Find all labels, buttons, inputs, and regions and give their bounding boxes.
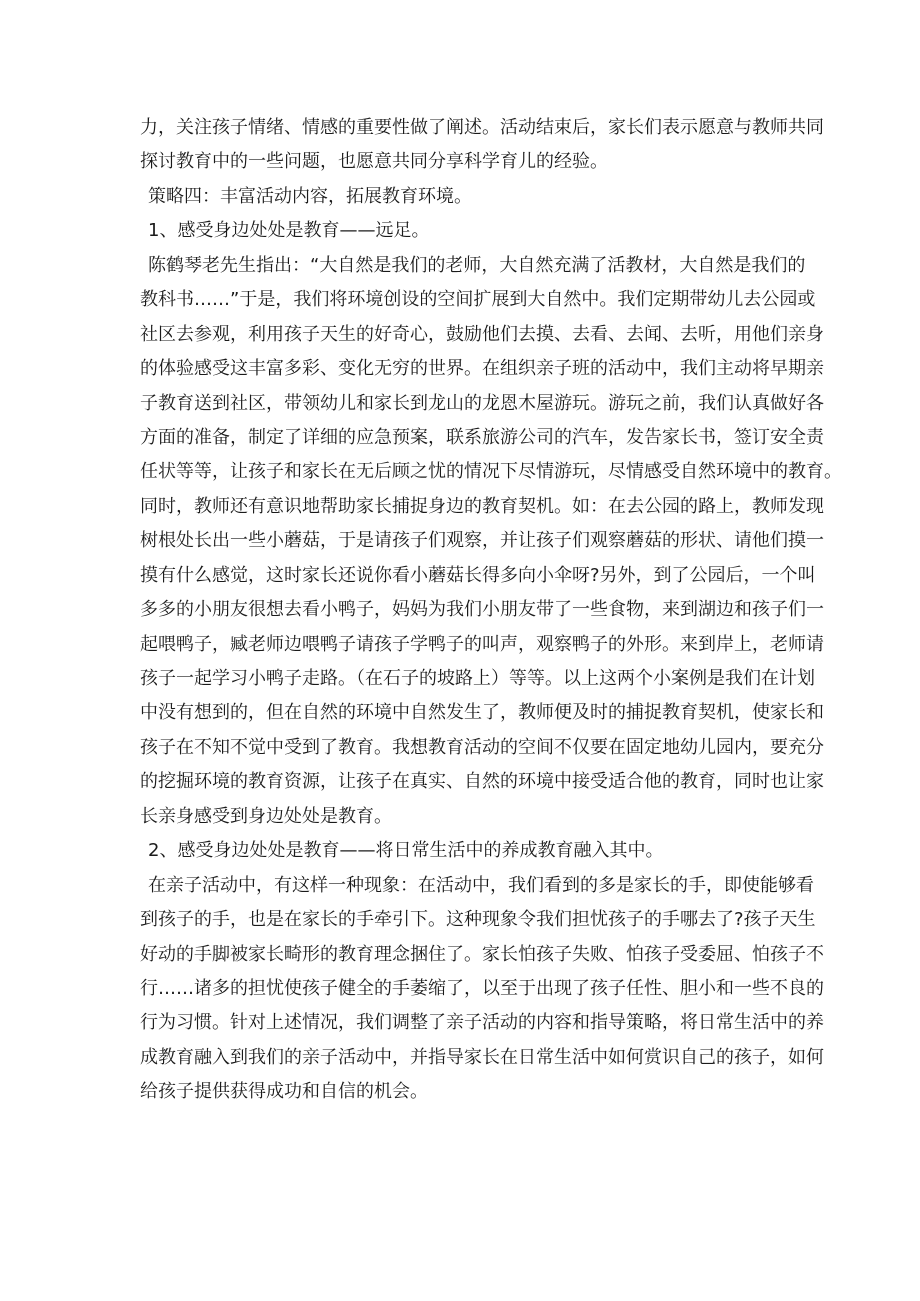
text-line: 成教育融入到我们的亲子活动中，并指导家长在日常生活中如何赏识自己的孩子，如何: [140, 1046, 824, 1068]
text-line: 行为习惯。针对上述情况，我们调整了亲子活动的内容和指导策略，将日常生活中的养: [140, 1012, 824, 1034]
paragraph-nature-outing: [140, 249, 842, 834]
document-body: [140, 111, 842, 1110]
text-line: 孩子一起学习小鸭子走路。（在石子的坡路上）等等。以上这两个小案例是我们在计划: [140, 668, 815, 689]
text-line: 陈鹤琴老先生指出：“大自然是我们的老师，大自然充满了活教材，大自然是我们的: [148, 254, 806, 276]
text-line: 的体验感受这丰富多彩、变化无穷的世界。在组织亲子班的活动中，我们主动将早期亲: [140, 358, 824, 380]
text-line: 教科书……”于是，我们将环境创设的空间扩展到大自然中。我们定期带幼儿去公园或: [140, 289, 816, 311]
text-line: 好动的手脚被家长畸形的教育理念捆住了。家长怕孩子失败、怕孩子受委屈、怕孩子不: [140, 943, 824, 965]
text-line: 策略四：丰富活动内容，拓展教育环境。: [148, 185, 472, 207]
text-line: 2、感受身边处处是教育——将日常生活中的养成教育融入其中。: [148, 840, 664, 862]
text-line: 行……诸多的担忧使孩子健全的手萎缩了，以至于出现了孩子任性、胆小和一些不良的: [140, 977, 824, 999]
section-1-heading: [140, 214, 796, 248]
text-line: 长亲身感受到身边处处是教育。: [140, 805, 392, 827]
text-line: 力，关注孩子情绪、情感的重要性做了阐述。活动结束后，家长们表示愿意与教师共同: [140, 117, 824, 138]
text-line: 树根处长出一些小蘑菇，于是请孩子们观察，并让孩子们观察蘑菇的形状、请他们摸一: [140, 530, 824, 552]
text-line: 中没有想到的，但在自然的环境中自然发生了，教师便及时的捕捉教育契机，使家长和: [140, 702, 824, 724]
strategy-four-heading: [140, 180, 796, 214]
text-line: 子教育送到社区，带领幼儿和家长到龙山的龙恩木屋游玩。游玩之前，我们认真做好各: [140, 392, 824, 414]
section-2-heading: [140, 834, 796, 868]
text-line: 方面的准备，制定了详细的应急预案，联系旅游公司的汽车，发告家长书，签订安全责: [140, 426, 824, 448]
text-line: 起喂鸭子，臧老师边喂鸭子请孩子学鸭子的叫声，观察鸭子的外形。来到岸上，老师请: [140, 633, 824, 655]
text-line: 社区去参观，利用孩子天生的好奇心，鼓励他们去摸、去看、去闻、去听，用他们亲身: [140, 323, 824, 345]
text-line: 到孩子的手，也是在家长的手牵引下。这种现象令我们担忧孩子的手哪去了?孩子天生: [140, 909, 816, 931]
text-line: 的挖掘环境的教育资源，让孩子在真实、自然的环境中接受适合他的教育，同时也让家: [140, 771, 824, 793]
text-line: 在亲子活动中，有这样一种现象：在活动中，我们看到的多是家长的手，即使能够看: [148, 874, 814, 896]
text-line: 孩子在不知不觉中受到了教育。我想教育活动的空间不仅要在固定地幼儿园内，要充分: [140, 736, 824, 758]
text-line: 给孩子提供获得成功和自信的机会。: [140, 1081, 428, 1103]
text-line: 多多的小朋友很想去看小鸭子，妈妈为我们小朋友带了一些食物，来到湖边和孩子们一: [140, 599, 824, 621]
text-line: 任状等等，让孩子和家长在无后顾之忧的情况下尽情游玩，尽情感受自然环境中的教育。: [140, 461, 842, 483]
text-line: 摸有什么感觉，这时家长还说你看小蘑菇长得多向小伞呀?另外，到了公园后，一个叫: [140, 564, 816, 586]
text-line: 探讨教育中的一些问题，也愿意共同分享科学育儿的经验。: [140, 151, 608, 173]
paragraph-daily-habits: [140, 869, 824, 1110]
text-line: 同时，教师还有意识地帮助家长捕捉身边的教育契机。如：在去公园的路上，教师发现: [140, 495, 824, 517]
paragraph-continuation: [140, 111, 824, 180]
text-line: 1、感受身边处处是教育——远足。: [148, 220, 430, 242]
